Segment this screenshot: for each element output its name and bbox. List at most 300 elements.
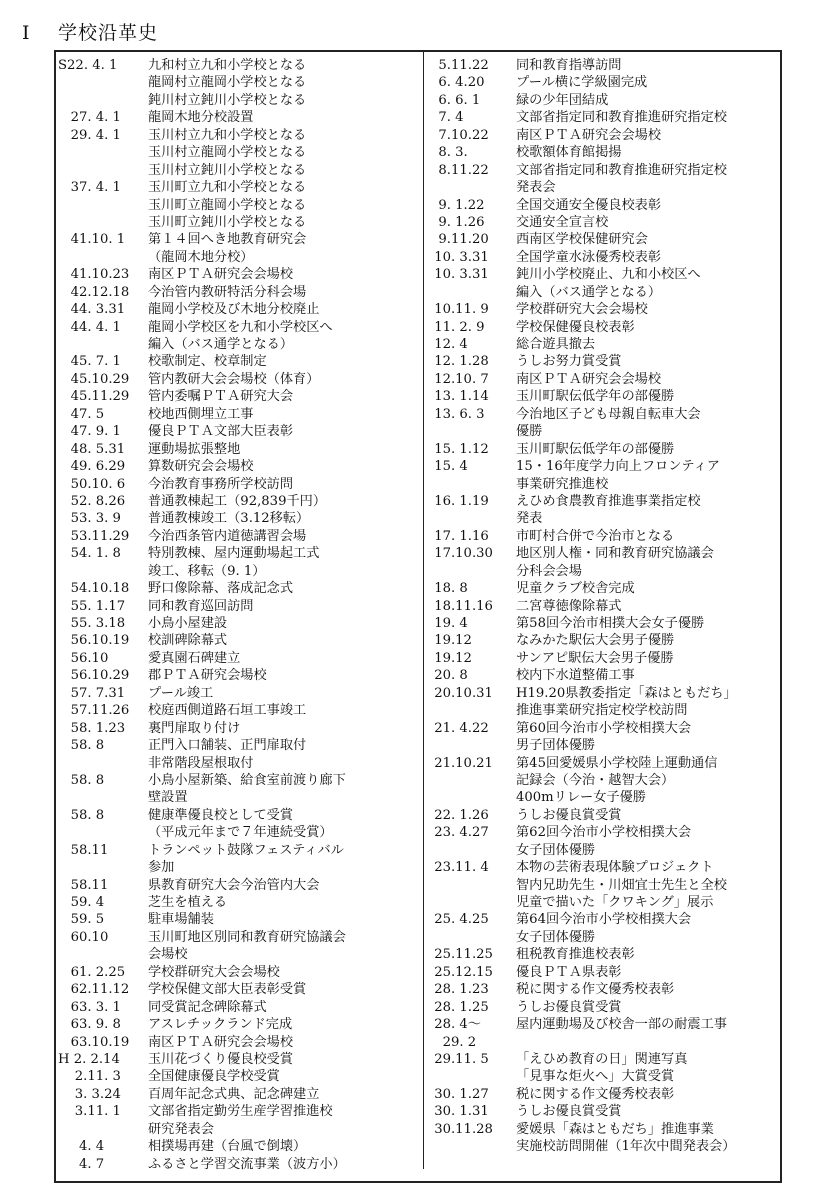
history-date bbox=[428, 476, 516, 493]
history-event: 参加 bbox=[148, 860, 175, 876]
history-row bbox=[56, 632, 421, 649]
history-row bbox=[428, 74, 780, 91]
history-event: 学校保健文部大臣表彰受賞 bbox=[148, 982, 307, 998]
history-event: 玉川町地区別同和教育研究協議会 bbox=[148, 929, 346, 945]
history-event: 女子団体優勝 bbox=[516, 842, 596, 858]
history-date: 29. 4. 1 bbox=[58, 127, 121, 143]
history-date: 41.10. 1 bbox=[58, 232, 126, 248]
history-event: 400mリレー女子優勝 bbox=[516, 790, 646, 806]
history-row bbox=[56, 685, 421, 702]
history-row bbox=[56, 1103, 421, 1120]
history-event: 玉川町立鈍川小学校となる bbox=[148, 214, 307, 230]
history-date: 30. 1.31 bbox=[430, 1104, 489, 1120]
history-date: 21. 4.22 bbox=[430, 720, 489, 736]
history-row bbox=[428, 144, 780, 161]
history-event: 裏門扉取り付け bbox=[148, 720, 241, 736]
history-event: 県教育研究大会今治管内大会 bbox=[148, 877, 320, 893]
history-row bbox=[56, 458, 421, 475]
history-row bbox=[56, 929, 421, 946]
history-date: 10. 3.31 bbox=[430, 267, 489, 283]
history-date bbox=[428, 423, 516, 440]
history-row bbox=[56, 493, 421, 510]
history-row bbox=[428, 1103, 780, 1120]
history-event: 同受賞記念碑除幕式 bbox=[148, 999, 267, 1015]
history-date: 9. 1.22 bbox=[430, 197, 485, 213]
history-event: 学校群研究大会会場校 bbox=[516, 302, 648, 318]
history-date: 58. 1.23 bbox=[58, 720, 126, 736]
history-row bbox=[56, 615, 421, 632]
history-row bbox=[428, 197, 780, 214]
history-date: S22. 4. 1 bbox=[58, 58, 118, 73]
history-event: 管内教研大会会場校（体育） bbox=[148, 371, 320, 387]
history-event: 玉川村立九和小学校となる bbox=[148, 127, 307, 143]
history-date bbox=[56, 92, 148, 109]
history-row bbox=[56, 371, 421, 388]
history-row bbox=[56, 824, 421, 841]
history-row bbox=[428, 249, 780, 266]
history-event: 税に関する作文優秀校表彰 bbox=[516, 982, 675, 998]
history-event: 二宮尊徳像除幕式 bbox=[516, 598, 622, 614]
history-row bbox=[428, 406, 780, 423]
history-event: 地区別人権・同和教育研究協議会 bbox=[516, 546, 714, 562]
history-event: 普通教棟竣工（3.12移転） bbox=[148, 511, 310, 527]
history-event: 玉川町駅伝低学年の部優勝 bbox=[516, 389, 675, 405]
history-date: 18. 8 bbox=[430, 581, 468, 597]
history-row bbox=[428, 999, 780, 1016]
history-date: 27. 4. 1 bbox=[58, 110, 121, 126]
history-row bbox=[56, 319, 421, 336]
history-date: 49. 6.29 bbox=[58, 459, 126, 475]
history-date: 58.11 bbox=[58, 877, 109, 893]
history-row bbox=[428, 510, 780, 527]
history-row bbox=[428, 859, 780, 876]
history-row bbox=[428, 755, 780, 772]
history-row bbox=[56, 859, 421, 876]
history-event: 玉川村立鈍川小学校となる bbox=[148, 162, 307, 178]
history-date bbox=[428, 789, 516, 806]
history-event: 税に関する作文優秀校表彰 bbox=[516, 1086, 675, 1102]
history-row bbox=[428, 458, 780, 475]
history-row bbox=[56, 772, 421, 789]
history-event: 第62回今治市小学校相撲大会 bbox=[516, 825, 692, 841]
history-event: 玉川町立龍岡小学校となる bbox=[148, 197, 307, 213]
history-date bbox=[428, 702, 516, 719]
history-row bbox=[428, 772, 780, 789]
history-event: 学校群研究大会会場校 bbox=[148, 964, 280, 980]
history-event: 南区ＰＴＡ研究会会場校 bbox=[148, 267, 294, 283]
history-row bbox=[56, 702, 421, 719]
history-date: 59. 5 bbox=[58, 912, 105, 928]
history-date: 4. 4 bbox=[58, 1139, 105, 1155]
history-row bbox=[428, 1086, 780, 1103]
history-event: 普通教棟起工（92,839千円） bbox=[148, 493, 327, 509]
history-event: 相撲場再建（台風で倒壊） bbox=[148, 1139, 307, 1155]
history-row bbox=[428, 336, 780, 353]
history-date: 53.11.29 bbox=[58, 528, 130, 544]
history-date: 28. 4～ bbox=[430, 1017, 481, 1033]
history-event: 玉川町立九和小学校となる bbox=[148, 180, 307, 196]
history-date: 12.10. 7 bbox=[430, 371, 489, 387]
history-event: 第１４回へき地教育研究会 bbox=[148, 232, 307, 248]
history-date: 15. 4 bbox=[430, 459, 468, 475]
history-row bbox=[56, 441, 421, 458]
history-row bbox=[56, 423, 421, 440]
history-event: 校訓碑除幕式 bbox=[148, 633, 228, 649]
history-date: 63.10.19 bbox=[58, 1034, 130, 1050]
history-date bbox=[56, 162, 148, 179]
history-row bbox=[56, 580, 421, 597]
history-date: 9. 1.26 bbox=[430, 214, 485, 230]
history-event: 推進事業研究指定校学校訪問 bbox=[516, 703, 688, 719]
history-row bbox=[428, 737, 780, 754]
history-row bbox=[428, 685, 780, 702]
history-date bbox=[56, 859, 148, 876]
history-date: 2.11. 3 bbox=[58, 1069, 121, 1085]
history-date: 23.11. 4 bbox=[430, 860, 489, 876]
history-row bbox=[56, 528, 421, 545]
history-date bbox=[428, 510, 516, 527]
history-event: 運動場拡張整地 bbox=[148, 441, 241, 457]
history-event: 壁設置 bbox=[148, 790, 188, 806]
history-event: 南区ＰＴＡ研究会会場校 bbox=[148, 1034, 294, 1050]
history-event: 校歌額体育館掲揚 bbox=[516, 145, 622, 161]
history-row bbox=[428, 1121, 780, 1138]
right-column bbox=[428, 57, 780, 1156]
history-date: 47. 5 bbox=[58, 406, 105, 422]
history-date: 63. 9. 8 bbox=[58, 1017, 121, 1033]
history-row bbox=[428, 388, 780, 405]
history-row bbox=[56, 301, 421, 318]
history-event: 九和村立九和小学校となる bbox=[148, 58, 307, 73]
history-date: 19. 4 bbox=[430, 616, 468, 631]
history-row bbox=[56, 842, 421, 859]
history-row bbox=[428, 964, 780, 981]
history-row bbox=[56, 179, 421, 196]
history-row bbox=[56, 74, 421, 91]
history-date bbox=[56, 74, 148, 91]
history-event: 第58回今治市相撲大会女子優勝 bbox=[516, 616, 705, 631]
history-date: 15. 1.12 bbox=[430, 441, 489, 457]
history-event: うしお優良賞受賞 bbox=[516, 807, 622, 823]
history-event: 龍岡木地分校設置 bbox=[148, 110, 254, 126]
history-event: 玉川花づくり優良校受賞 bbox=[148, 1051, 294, 1067]
history-event: 健康準優良校として受賞 bbox=[148, 807, 294, 823]
history-event: （龍岡木地分校） bbox=[148, 249, 254, 265]
history-date: 57.11.26 bbox=[58, 703, 130, 719]
history-date: H 2. 2.14 bbox=[58, 1051, 120, 1067]
history-row bbox=[56, 266, 421, 283]
history-event: プール横に学級園完成 bbox=[516, 75, 648, 91]
history-event: 緑の少年団結成 bbox=[516, 92, 609, 108]
history-date: 54. 1. 8 bbox=[58, 546, 121, 562]
history-row bbox=[428, 284, 780, 301]
history-event: 龍岡小学校区を九和小学校区へ bbox=[148, 319, 333, 335]
history-event: 15・16年度学力向上フロンティア bbox=[516, 459, 720, 475]
history-event: 交通安全宣言校 bbox=[516, 214, 609, 230]
history-event: なみかた駅伝大会男子優勝 bbox=[516, 633, 675, 649]
history-event: 第60回今治市小学校相撲大会 bbox=[516, 720, 692, 736]
history-event: 発表 bbox=[516, 511, 543, 527]
history-row bbox=[428, 214, 780, 231]
history-event: 分科会会場 bbox=[516, 563, 582, 579]
history-event: うしお努力賞受賞 bbox=[516, 354, 622, 370]
history-row bbox=[56, 667, 421, 684]
history-row bbox=[56, 563, 421, 580]
history-date: 55. 1.17 bbox=[58, 598, 126, 614]
history-event: アスレチックランド完成 bbox=[148, 1017, 293, 1033]
history-event: 事業研究推進校 bbox=[516, 476, 609, 492]
history-date: 29.11. 5 bbox=[430, 1051, 489, 1067]
history-date: 17. 1.16 bbox=[430, 528, 489, 544]
history-row bbox=[56, 510, 421, 527]
history-date: 48. 5.31 bbox=[58, 441, 126, 457]
history-date: 44. 4. 1 bbox=[58, 319, 121, 335]
history-date: 45.11.29 bbox=[58, 389, 130, 405]
history-date: 8.11.22 bbox=[430, 162, 489, 178]
history-row bbox=[56, 214, 421, 231]
history-row bbox=[428, 423, 780, 440]
history-date: 23. 4.27 bbox=[430, 825, 489, 841]
history-date bbox=[428, 1068, 516, 1085]
history-date: 56.10.29 bbox=[58, 668, 130, 684]
history-date bbox=[56, 755, 148, 772]
history-date: 54.10.18 bbox=[58, 581, 130, 597]
history-date: 28. 1.25 bbox=[430, 999, 489, 1015]
history-date: 63. 3. 1 bbox=[58, 999, 121, 1015]
history-row bbox=[428, 493, 780, 510]
history-date: 19.12 bbox=[430, 650, 472, 666]
section-heading bbox=[22, 18, 158, 45]
history-date: 25.12.15 bbox=[430, 964, 493, 980]
history-date: 12. 4 bbox=[430, 337, 468, 352]
history-date bbox=[428, 842, 516, 859]
history-event: 編入（バス通学となる） bbox=[148, 337, 294, 352]
history-event: （平成元年まで７年連続受賞） bbox=[148, 825, 333, 841]
history-row bbox=[56, 545, 421, 562]
history-event: 野口像除幕、落成記念式 bbox=[148, 581, 294, 597]
history-date bbox=[428, 563, 516, 580]
history-date: 25.11.25 bbox=[430, 947, 493, 963]
history-date: 58. 8 bbox=[58, 807, 105, 823]
history-event: 今治教育事務所学校訪問 bbox=[148, 476, 294, 492]
history-date: 52. 8.26 bbox=[58, 493, 126, 509]
history-date bbox=[428, 929, 516, 946]
history-date: 3.11. 1 bbox=[58, 1104, 121, 1120]
history-row bbox=[56, 476, 421, 493]
history-date: 6. 6. 1 bbox=[430, 92, 481, 108]
history-event: 西南区学校保健研究会 bbox=[516, 232, 648, 248]
history-event: 学校保健優良校表彰 bbox=[516, 319, 635, 335]
history-event: 「えひめ教育の日」関連写真 bbox=[516, 1051, 688, 1067]
history-event: うしお優良賞受賞 bbox=[516, 1104, 622, 1120]
history-event: 発表会 bbox=[516, 180, 556, 196]
history-date: 28. 1.23 bbox=[430, 982, 489, 998]
history-date bbox=[428, 179, 516, 196]
history-row bbox=[56, 911, 421, 928]
history-event: 龍岡小学校及び木地分校廃止 bbox=[148, 302, 320, 318]
history-date: 29. 2 bbox=[430, 1034, 477, 1050]
history-row bbox=[56, 877, 421, 894]
history-date: 30. 1.27 bbox=[430, 1086, 489, 1102]
history-row bbox=[56, 720, 421, 737]
history-event: 小鳥小屋新築、給食室前渡り廊下 bbox=[148, 772, 346, 788]
history-date bbox=[428, 284, 516, 301]
history-event: 管内委嘱ＰＴＡ研究大会 bbox=[148, 389, 294, 405]
history-date bbox=[56, 563, 148, 580]
history-date: 10. 3.31 bbox=[430, 249, 489, 265]
history-event: 第45回愛媛県小学校陸上運動通信 bbox=[516, 755, 718, 771]
history-event: 特別教棟、屋内運動場起工式 bbox=[148, 546, 320, 562]
history-date: 21.10.21 bbox=[430, 755, 493, 771]
history-row bbox=[56, 789, 421, 806]
history-event: 芝生を植える bbox=[148, 895, 228, 910]
column-divider bbox=[423, 52, 424, 1169]
history-event: 非常階段屋根取付 bbox=[148, 755, 254, 771]
history-row bbox=[56, 284, 421, 301]
history-date bbox=[56, 336, 148, 353]
history-event: 記録会（今治・越智大会） bbox=[516, 772, 675, 788]
history-date: 13. 6. 3 bbox=[430, 406, 485, 422]
history-date: 7. 4 bbox=[430, 110, 464, 126]
history-row bbox=[56, 162, 421, 179]
history-event: 本物の芸術表現体験プロジェクト bbox=[516, 860, 714, 876]
history-event: 文部省指定勤労生産学習推進校 bbox=[148, 1104, 333, 1120]
history-date bbox=[56, 789, 148, 806]
history-event: 「見事な炬火へ」大賞受賞 bbox=[516, 1069, 675, 1085]
history-date: 20. 8 bbox=[430, 668, 468, 684]
history-event: 実施校訪問開催（1年次中間発表会） bbox=[516, 1139, 736, 1155]
history-row bbox=[428, 301, 780, 318]
history-row bbox=[428, 824, 780, 841]
history-row bbox=[428, 929, 780, 946]
history-date: 16. 1.19 bbox=[430, 493, 489, 509]
history-event: 校地西側埋立工事 bbox=[148, 406, 254, 422]
history-row bbox=[428, 632, 780, 649]
history-event: 研究発表会 bbox=[148, 1121, 214, 1137]
history-event: 郡ＰＴＡ研究会場校 bbox=[148, 668, 267, 684]
history-row bbox=[56, 1068, 421, 1085]
history-date: 37. 4. 1 bbox=[58, 180, 121, 196]
history-date: 45. 7. 1 bbox=[58, 354, 121, 370]
history-row bbox=[428, 92, 780, 109]
history-row bbox=[56, 1051, 421, 1068]
history-event: 校歌制定、校章制定 bbox=[148, 354, 267, 370]
history-date: 8. 3. bbox=[430, 145, 468, 161]
history-date: 58. 8 bbox=[58, 772, 105, 788]
history-date: 50.10. 6 bbox=[58, 476, 126, 492]
history-row bbox=[428, 57, 780, 74]
history-date: 58. 8 bbox=[58, 738, 105, 754]
left-column bbox=[56, 57, 421, 1173]
history-date: 9.11.20 bbox=[430, 232, 489, 248]
history-event: 優良ＰＴＡ県表彰 bbox=[516, 964, 622, 980]
history-event: 第64回今治市小学校相撲大会 bbox=[516, 912, 692, 928]
history-date: 57. 7.31 bbox=[58, 685, 126, 701]
history-row bbox=[428, 981, 780, 998]
history-event: 校内下水道整備工事 bbox=[516, 668, 635, 684]
history-row bbox=[428, 894, 780, 911]
history-event: 正門入口舗装、正門扉取付 bbox=[148, 738, 307, 754]
history-event: 文部省指定同和教育推進研究指定校 bbox=[516, 162, 727, 178]
history-date bbox=[428, 877, 516, 894]
history-row bbox=[428, 162, 780, 179]
history-row bbox=[428, 911, 780, 928]
history-row bbox=[428, 1051, 780, 1068]
history-event: 今治管内教研特活分科会場 bbox=[148, 284, 307, 300]
history-row bbox=[428, 667, 780, 684]
history-row bbox=[56, 127, 421, 144]
history-event: 全国健康優良学校受賞 bbox=[148, 1069, 280, 1085]
history-event: 児童クラブ校舎完成 bbox=[516, 581, 635, 597]
history-row bbox=[56, 1016, 421, 1033]
history-event: 総合遊具撤去 bbox=[516, 337, 596, 352]
history-row bbox=[56, 197, 421, 214]
history-event: 智内兄助先生・川畑宜士先生と全校 bbox=[516, 877, 727, 893]
history-event: 児童で描いた「クワキング」展示 bbox=[516, 895, 714, 910]
history-event: えひめ食農教育推進事業指定校 bbox=[516, 493, 701, 509]
history-date: 10.11. 9 bbox=[430, 302, 489, 318]
history-date bbox=[56, 824, 148, 841]
history-row bbox=[428, 720, 780, 737]
history-date: 61. 2.25 bbox=[58, 964, 126, 980]
history-table bbox=[54, 50, 782, 1183]
history-event: 南区ＰＴＡ研究会会場校 bbox=[516, 127, 662, 143]
history-date bbox=[56, 214, 148, 231]
history-date: 44. 3.31 bbox=[58, 302, 126, 318]
history-event: 会場校 bbox=[148, 947, 188, 963]
history-date: 62.11.12 bbox=[58, 982, 130, 998]
history-event: 編入（バス通学となる） bbox=[516, 284, 662, 300]
history-event: 算数研究会会場校 bbox=[148, 459, 254, 475]
history-row bbox=[56, 249, 421, 266]
history-date: 25. 4.25 bbox=[430, 912, 489, 928]
history-row bbox=[56, 964, 421, 981]
history-date: 47. 9. 1 bbox=[58, 424, 121, 440]
history-row bbox=[56, 231, 421, 248]
history-event: ふるさと学習交流事業（波方小） bbox=[148, 1156, 346, 1172]
history-row bbox=[428, 1138, 780, 1155]
history-event: 同和教育巡回訪問 bbox=[148, 598, 254, 614]
history-event: H19.20県教委指定「森はともだち」 bbox=[516, 685, 737, 701]
history-event: プール竣工 bbox=[148, 685, 214, 701]
history-row bbox=[428, 545, 780, 562]
history-event: 同和教育指導訪問 bbox=[516, 58, 622, 73]
history-row bbox=[428, 702, 780, 719]
history-row bbox=[428, 528, 780, 545]
history-row bbox=[56, 353, 421, 370]
history-event: 小鳥小屋建設 bbox=[148, 616, 228, 631]
history-row bbox=[56, 1086, 421, 1103]
history-date: 7.10.22 bbox=[430, 127, 489, 143]
history-row bbox=[56, 336, 421, 353]
history-date bbox=[56, 144, 148, 161]
history-row bbox=[56, 598, 421, 615]
history-date: 45.10.29 bbox=[58, 371, 130, 387]
history-row bbox=[428, 353, 780, 370]
history-event: 愛媛県「森はともだち」推進事業 bbox=[516, 1121, 714, 1137]
history-date bbox=[428, 894, 516, 911]
history-row bbox=[428, 598, 780, 615]
history-event: 文部省指定同和教育推進研究指定校 bbox=[516, 110, 727, 126]
history-event: 玉川村立龍岡小学校となる bbox=[148, 145, 307, 161]
history-date bbox=[56, 197, 148, 214]
history-date: 13. 1.14 bbox=[430, 389, 489, 405]
history-event: 女子団体優勝 bbox=[516, 929, 596, 945]
history-event: 鈍川村立鈍川小学校となる bbox=[148, 92, 307, 108]
history-event: 今治地区子ども母親自転車大会 bbox=[516, 406, 701, 422]
history-row bbox=[428, 789, 780, 806]
history-row bbox=[56, 57, 421, 74]
